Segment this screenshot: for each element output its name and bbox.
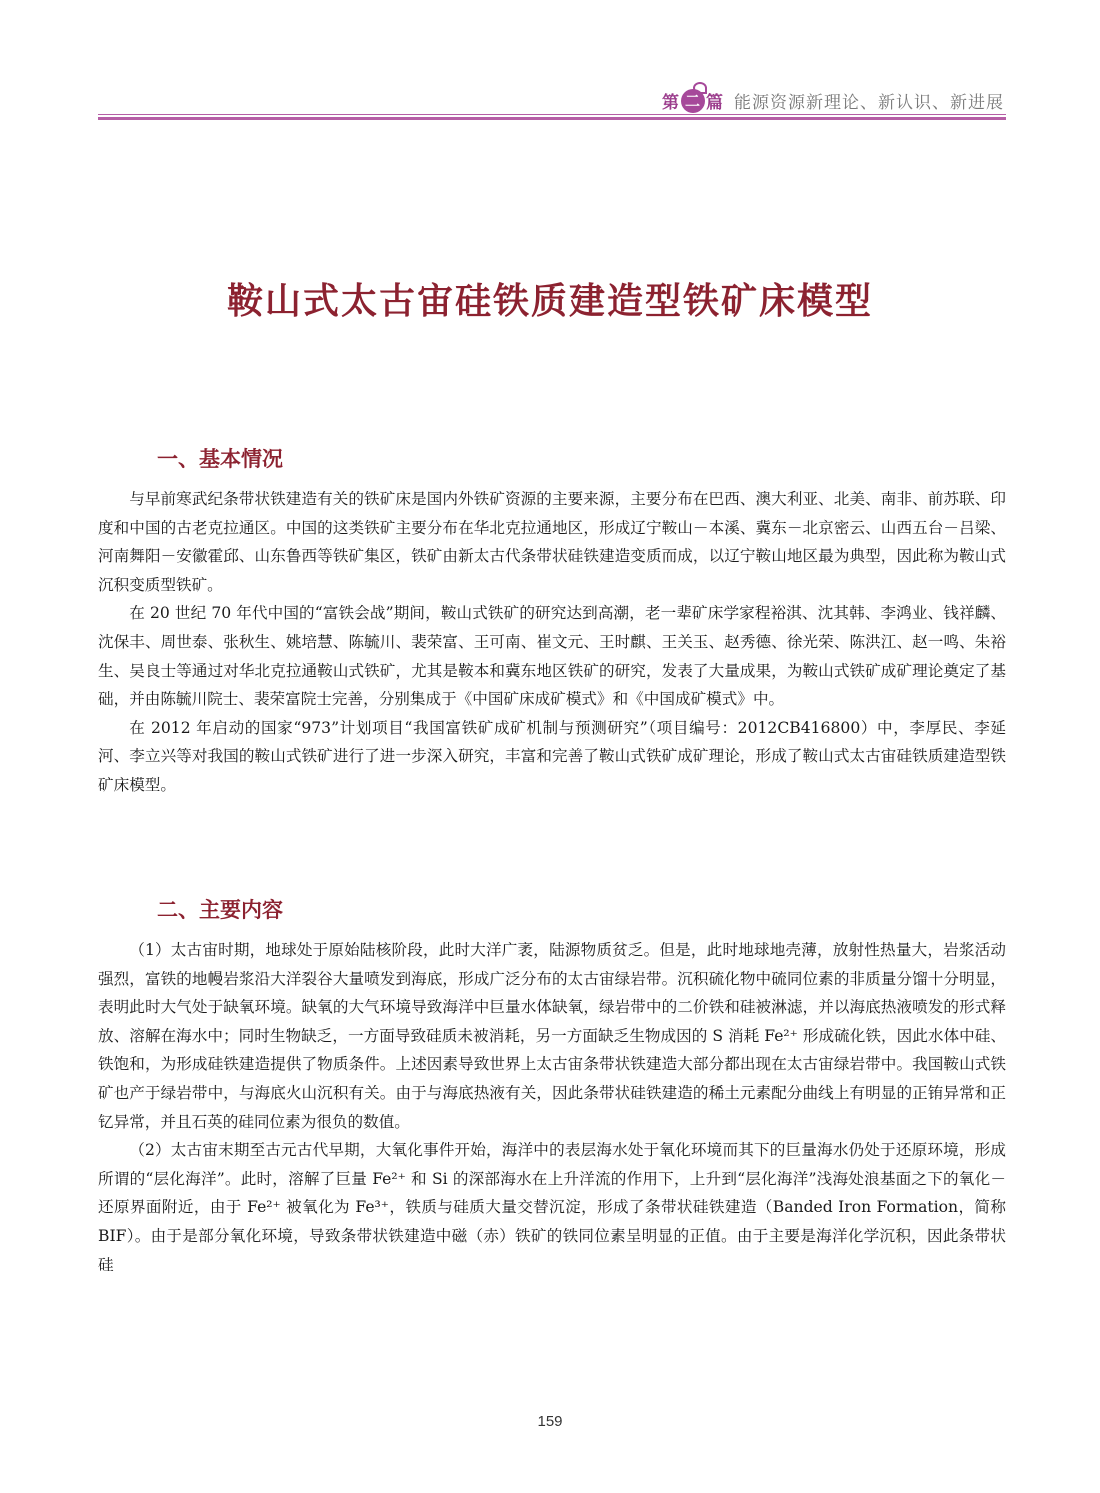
paragraph: 在 2012 年启动的国家“973”计划项目“我国富铁矿成矿机制与预测研究”（项目编号：2012CB416800）中，李厚民、李延河、李立兴等对我国的鞍山式铁矿进行了进一步深入研究，丰富和完善了鞍山式铁矿成矿理论，形成了鞍山式太古宙硅铁质建造型铁矿床模型。 [98,718,1006,794]
paragraph: 与早前寒武纪条带状铁建造有关的铁矿床是国内外铁矿资源的主要来源，主要分布在巴西、澳大利亚、北美、南非、前苏联、印度和中国的古老克拉通区。中国的这类铁矿主要分布在华北克拉通地区，形成辽宁鞍山－本溪、冀东－北京密云、山西五台－吕梁、河南舞阳－安徽霍邱、山东鲁西等铁矿集区，铁矿由新太古代条带状硅铁建造变质而成，以辽宁鞍山地区最为典型，因此称为鞍山式沉积变质型铁矿。 [98,490,1006,594]
header-divider-thick [98,117,1006,120]
ribbon-icon [693,82,707,94]
paragraph: （1）太古宙时期，地球处于原始陆核阶段，此时大洋广袤，陆源物质贫乏。但是，此时地球地壳薄，放射性热量大，岩浆活动强烈，富铁的地幔岩浆沿大洋裂谷大量喷发到海底，形成广泛分布的太古宙绿岩带。沉积硫化物中硫同位素的非质量分馏十分明显，表明此时大气处于缺氧环境。缺氧的大气环境导致海洋中巨量水体缺氧，绿岩带中的二价铁和硅被淋滤，并以海底热液喷发的形式释放、溶解在海水中；同时生物缺乏，一方面导致硅质未被消耗，另一方面缺乏生物成因的 S 消耗 Fe²⁺ 形成硫化铁，因此水体中硅、铁饱和，为形成硅铁建造提供了物质条件。上述因素导致世界上太古宙条带状铁建造大部分都出现在太古宙绿岩带中。我国鞍山式铁矿也产于绿岩带中，与海底火山沉积有关。由于与海底热液有关，因此条带状硅铁建造的稀土元素配分曲线上有明显的正铕异常和正钇异常，并且石英的硅同位素为很负的数值。 [98,941,1006,1131]
page-header [0,0,1100,128]
part-number: 二 [684,92,701,110]
header-title: 能源资源新理论、新认识、新进展 [734,93,1004,113]
part-number-badge [681,89,705,113]
section-main-content [98,894,1006,1279]
section-basic-situation [98,443,1006,800]
header-divider-thin [98,114,1006,115]
part-prefix: 第 [662,93,680,113]
section-heading: 一、基本情况 [157,447,283,471]
page-number: 159 [537,1413,563,1430]
paragraph: （2）太古宙末期至古元古代早期，大氧化事件开始，海洋中的表层海水处于氧化环境而其下的巨量海水仍处于还原环境，形成所谓的“层化海洋”。此时，溶解了巨量 Fe²⁺ 和 Si 的深部海水在上升洋流的作用下，上升到“层化海洋”浅海处浪基面之下的氧化－还原界面附近，由于 Fe²⁺ 被氧化为 Fe³⁺，铁质与硅质大量交替沉淀，形成了条带状硅铁建造（Banded Iron Formation，简称 BIF）。由于是部分氧化环境，导致条带状铁建造中磁（赤）铁矿的铁同位素呈明显的正值。由于主要是海洋化学沉积，因此条带状硅 [98,1141,1006,1274]
part-suffix: 篇 [706,93,724,113]
section-heading: 二、主要内容 [157,898,283,922]
paragraph: 在 20 世纪 70 年代中国的“富铁会战”期间，鞍山式铁矿的研究达到高潮，老一辈矿床学家程裕淇、沈其韩、李鸿业、钱祥麟、沈保丰、周世泰、张秋生、姚培慧、陈毓川、裴荣富、王可南、崔文元、王时麒、王关玉、赵秀德、徐光荣、陈洪江、赵一鸣、朱裕生、吴良士等通过对华北克拉通鞍山式铁矿，尤其是鞍本和冀东地区铁矿的研究，发表了大量成果，为鞍山式铁矿成矿理论奠定了基础，并由陈毓川院士、裴荣富院士完善，分别集成于《中国矿床成矿模式》和《中国成矿模式》中。 [98,604,1006,709]
running-header [662,88,1004,113]
article-title: 鞍山式太古宙硅铁质建造型铁矿床模型 [226,281,873,322]
